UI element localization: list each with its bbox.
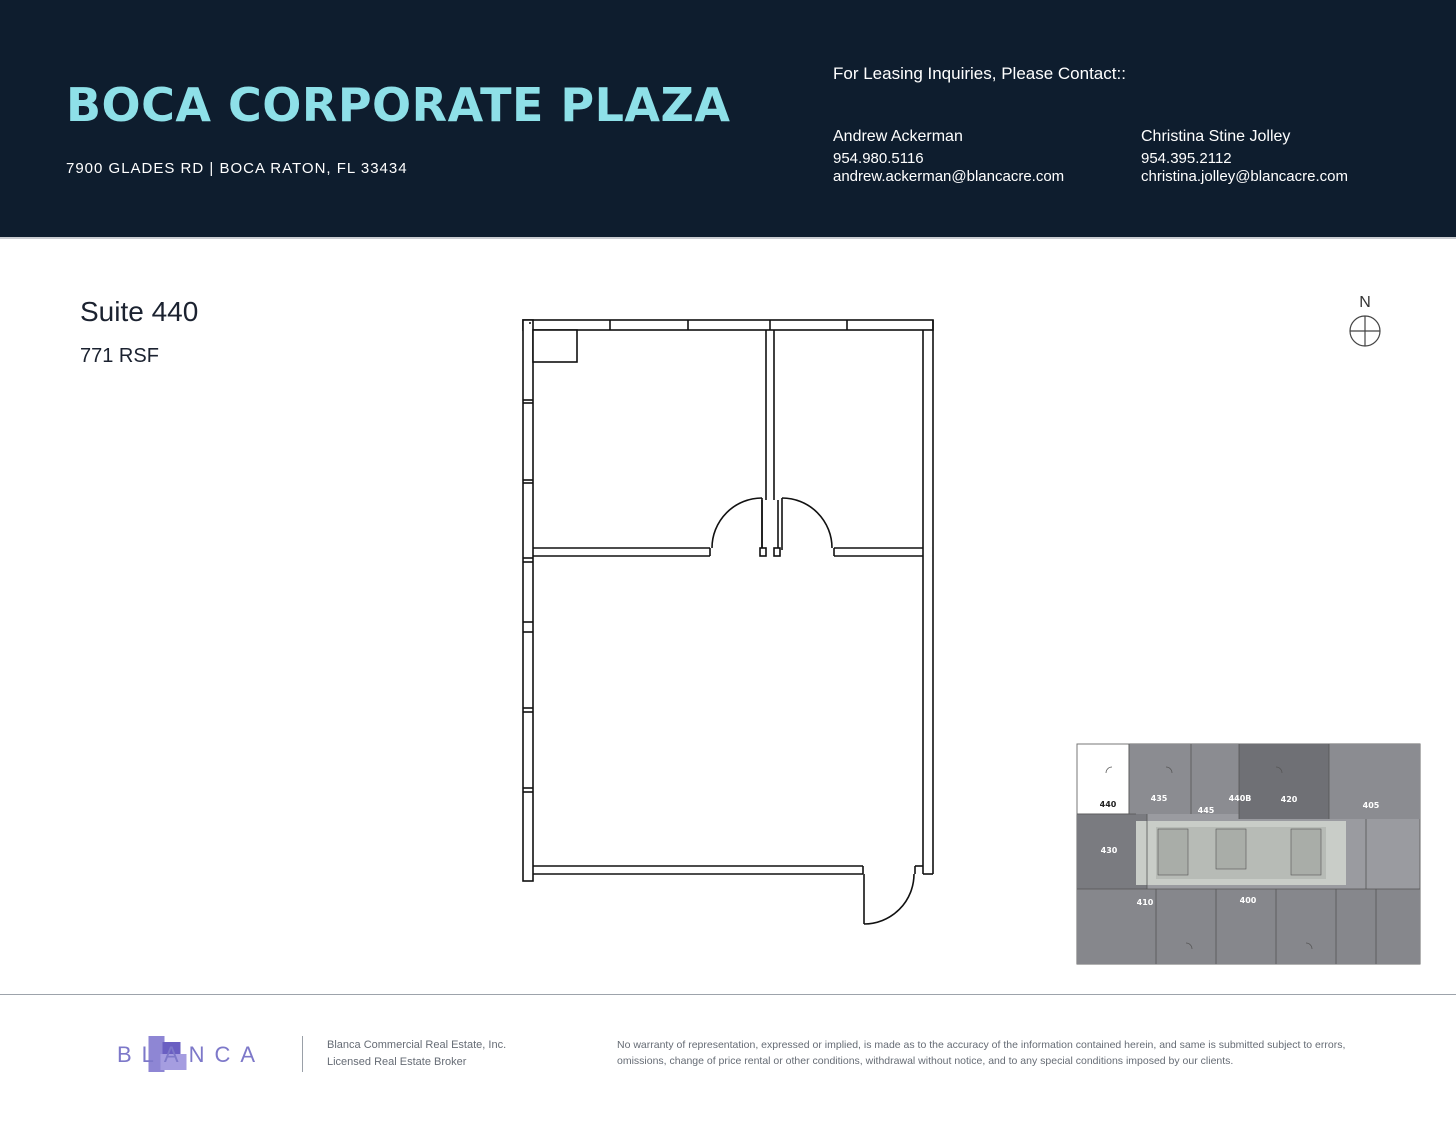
contact-heading: For Leasing Inquiries, Please Contact:: [833, 64, 1126, 83]
brand-wordmark: BLANCA [117, 1042, 266, 1067]
disclaimer-text: No warranty of representation, expressed or implied, is made as to the accuracy of the information contained herein, and same is submitted subject to errors, omissions, change of price rental or other conditions, withdrawal without notice, and to any special conditions imposed by our clients. [617, 1039, 1346, 1067]
company-license: Licensed Real Estate Broker [327, 1056, 467, 1068]
footer-vertical-divider [302, 1036, 303, 1072]
header-banner [0, 0, 1456, 239]
key-plan-label-445: 445 [1197, 806, 1215, 815]
property-address: 7900 GLADES RD | BOCA RATON, FL 33434 [66, 160, 408, 177]
key-plan-label-400: 400 [1239, 896, 1257, 905]
contact-name: Christina Stine Jolley [1141, 128, 1291, 145]
contact-phone[interactable]: 954.395.2112 [1141, 150, 1232, 167]
company-name: Blanca Commercial Real Estate, Inc. [327, 1039, 507, 1051]
key-plan-label-440b: 440B [1228, 794, 1252, 803]
suite-area: 771 RSF [80, 345, 159, 367]
footer-divider [0, 994, 1456, 995]
key-plan [1076, 743, 1421, 965]
key-plan-label-420: 420 [1280, 795, 1298, 804]
company-info [327, 1037, 506, 1071]
key-plan-label-440: 440 [1099, 800, 1117, 809]
floor-plan-drawing [500, 300, 960, 940]
north-label: N [1359, 294, 1371, 311]
north-arrow [1340, 294, 1390, 354]
key-plan-label-405: 405 [1362, 801, 1380, 810]
suite-name: Suite 440 [80, 296, 199, 327]
key-plan-label-435: 435 [1150, 794, 1168, 803]
contact-card-jolley [1141, 127, 1348, 186]
contact-name: Andrew Ackerman [833, 128, 963, 145]
property-title: BOCA CORPORATE PLAZA [66, 78, 731, 132]
key-plan-label-430: 430 [1100, 846, 1118, 855]
contact-email[interactable]: christina.jolley@blancacre.com [1141, 168, 1348, 185]
key-plan-label-410: 410 [1136, 898, 1154, 907]
compass-icon [1340, 294, 1390, 354]
contact-card-ackerman [833, 127, 1064, 186]
contact-email[interactable]: andrew.ackerman@blancacre.com [833, 168, 1065, 185]
contact-phone[interactable]: 954.980.5116 [833, 150, 924, 167]
